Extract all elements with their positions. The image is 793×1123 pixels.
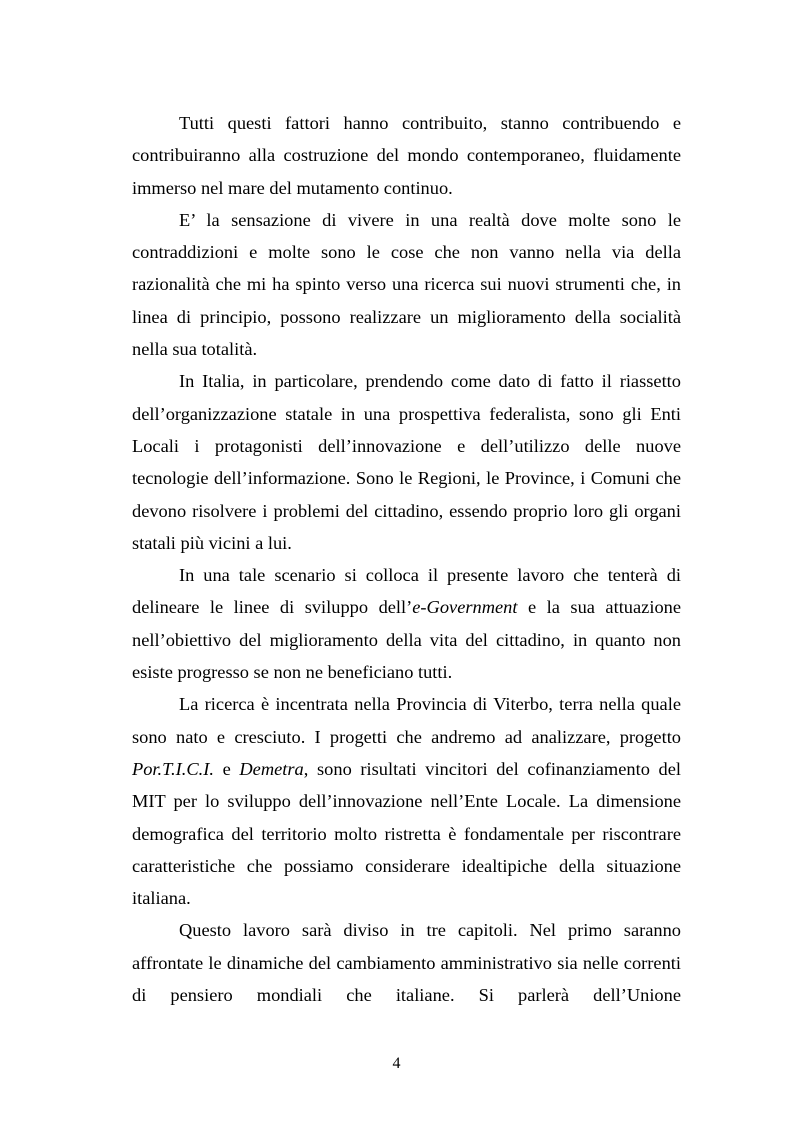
paragraph bbox=[132, 204, 681, 365]
italic-term: Por.T.I.C.I. bbox=[132, 758, 214, 779]
page-number: 4 bbox=[392, 1055, 401, 1072]
paragraph-text: In Italia, in particolare, prendendo come dato di fatto il riassetto dell’organizzazione statale in una prospettiva federalista, sono gli Enti Locali i protagonisti dell’innovazione e dell’utilizzo delle nuove tecnologie dell’informazione. Sono le Regioni, le Province, i Comuni che devono risolvere i problemi del cittadino, essendo proprio loro gli organi statali più vicini a lui. bbox=[132, 371, 681, 553]
italic-term: Demetra bbox=[239, 758, 304, 779]
paragraph-text: Tutti questi fattori hanno contribuito, stanno contribuendo e contribuiranno alla costruzione del mondo contemporaneo, fluidamente immerso nel mare del mutamento continuo. bbox=[132, 113, 681, 198]
paragraph-text: e la sua attuazione nell’obiettivo del miglioramento della vita del cittadino, in quanto non esiste progresso se non ne beneficiano tutti. bbox=[132, 597, 681, 683]
paragraph-text: e bbox=[213, 758, 240, 779]
paragraph bbox=[132, 559, 681, 688]
paragraph-text: In una tale scenario si colloca il presente lavoro che tenterà di delineare le linee di sviluppo dell’ bbox=[132, 565, 681, 618]
paragraph bbox=[132, 107, 681, 204]
italic-term: e-Government bbox=[412, 597, 518, 618]
paragraph bbox=[132, 365, 681, 559]
paragraph bbox=[132, 688, 681, 914]
paragraph-text: E’ la sensazione di vivere in una realtà dove molte sono le contraddizioni e molte sono le cose che non vanno nella via della razionalità che mi ha spinto verso una ricerca sui nuovi strumenti che, in linea di principio, possono realizzare un miglioramento della socialità nella sua totalità. bbox=[132, 209, 681, 360]
paragraph-text: , sono risultati vincitori del cofinanziamento del MIT per lo sviluppo dell’innovazione nell’Ente Locale. La dimensione demografica del territorio molto ristretta è fondamentale per riscontrare caratteristiche che possiamo considerare idealtipiche della situazione italiana. bbox=[132, 758, 682, 909]
paragraph bbox=[132, 914, 681, 1011]
paragraph-text: La ricerca è incentrata nella Provincia di Viterbo, terra nella quale sono nato e cresciuto. I progetti che andremo ad analizzare, progetto bbox=[132, 694, 681, 747]
body-text bbox=[132, 107, 681, 1011]
paragraph-text: Questo lavoro sarà diviso in tre capitoli. Nel primo saranno affrontate le dinamiche del cambiamento amministrativo sia nelle correnti di pensiero mondiali che italiane. Si parlerà dell’Unione bbox=[132, 920, 681, 1006]
